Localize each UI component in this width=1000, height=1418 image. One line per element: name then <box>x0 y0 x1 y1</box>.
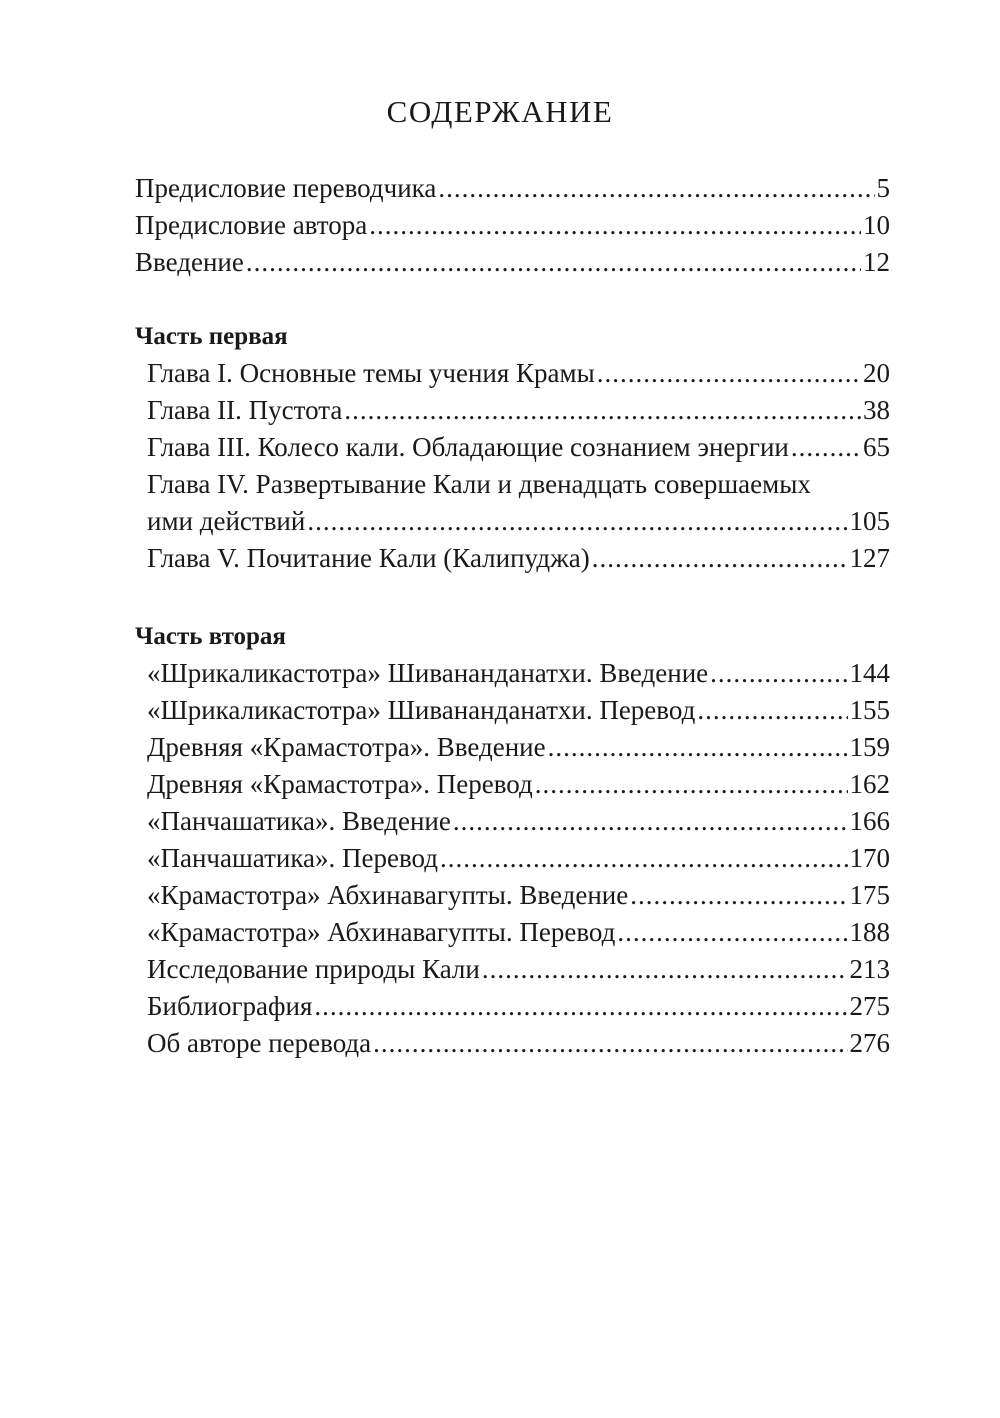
toc-entry[interactable] <box>135 429 890 466</box>
dot-leader <box>344 392 861 429</box>
toc-entry[interactable] <box>135 803 890 840</box>
toc-entry-label: Древняя «Крамастотра». Введение <box>147 732 546 762</box>
toc-entry-page: 10 <box>863 210 890 240</box>
toc-entry-page: 166 <box>849 806 890 836</box>
part-one-heading: Часть первая <box>135 323 288 350</box>
dot-leader <box>373 1025 847 1062</box>
front-matter-list <box>135 170 890 281</box>
toc-entry-page: 275 <box>849 991 890 1021</box>
part-one-section <box>135 318 890 577</box>
toc-entry-page: 38 <box>863 395 890 425</box>
dot-leader <box>438 170 874 207</box>
toc-entry-label: Предисловие автора <box>135 210 368 240</box>
toc-entry-page: 175 <box>849 880 890 910</box>
part-two-heading: Часть вторая <box>135 623 286 650</box>
dot-leader <box>697 692 847 729</box>
toc-entry-label: «Крамастотра» Абхинавагупты. Введение <box>147 880 629 910</box>
toc-entry[interactable] <box>135 840 890 877</box>
toc-entry-label: «Панчашатика». Перевод <box>147 843 439 873</box>
dot-leader <box>592 540 848 577</box>
toc-entry-wrapped-line2[interactable] <box>135 503 890 540</box>
toc-entry[interactable] <box>135 244 890 281</box>
toc-entry[interactable] <box>135 655 890 692</box>
dot-leader <box>630 877 847 914</box>
toc-entry[interactable] <box>135 914 890 951</box>
toc-entry-label: Введение <box>135 247 244 277</box>
toc-entry-label: Предисловие переводчика <box>135 173 437 203</box>
toc-entry-page: 20 <box>863 358 890 388</box>
toc-entry[interactable] <box>135 392 890 429</box>
part-two-section <box>135 618 890 1062</box>
toc-entry-page: 155 <box>849 695 890 725</box>
toc-entry-label: «Панчашатика». Введение <box>147 806 451 836</box>
toc-entry[interactable] <box>135 877 890 914</box>
dot-leader <box>597 355 861 392</box>
toc-entry-page: 144 <box>849 658 890 688</box>
toc-entry-page: 159 <box>849 732 890 762</box>
toc-entry[interactable] <box>135 207 890 244</box>
toc-entry-label: Глава I. Основные темы учения Крамы <box>147 358 595 388</box>
toc-entry-label: Об авторе перевода <box>147 1028 372 1058</box>
toc-entry-label: Глава IV. Развертывание Кали и двенадцать совершаемых <box>147 469 811 499</box>
dot-leader <box>307 503 847 540</box>
dot-leader <box>246 244 861 281</box>
toc-entry-label: ими действий <box>147 506 306 536</box>
toc-entry-label: Глава V. Почитание Кали (Калипуджа) <box>147 543 590 573</box>
dot-leader <box>791 429 861 466</box>
dot-leader <box>453 803 848 840</box>
toc-entry-page: 65 <box>863 432 890 462</box>
dot-leader <box>440 840 847 877</box>
toc-entry-page: 12 <box>863 247 890 277</box>
toc-entry[interactable] <box>135 692 890 729</box>
toc-entry[interactable] <box>135 988 890 1025</box>
toc-entry-page: 162 <box>849 769 890 799</box>
toc-entry-label: Глава II. Пустота <box>147 395 343 425</box>
toc-entry[interactable] <box>135 1025 890 1062</box>
toc-entry-label: «Шрикаликастотра» Шивананданатхи. Введение <box>147 658 709 688</box>
toc-entry-wrapped-line1[interactable] <box>135 466 890 503</box>
dot-leader <box>617 914 847 951</box>
toc-entry-label: «Шрикаликастотра» Шивананданатхи. Перевод <box>147 695 696 725</box>
dot-leader <box>548 729 848 766</box>
toc-entry[interactable] <box>135 766 890 803</box>
toc-entry[interactable] <box>135 729 890 766</box>
dot-leader <box>535 766 848 803</box>
dot-leader <box>369 207 861 244</box>
toc-entry[interactable] <box>135 951 890 988</box>
toc-entry[interactable] <box>135 170 890 207</box>
toc-entry-page: 188 <box>849 917 890 947</box>
dot-leader <box>710 655 847 692</box>
toc-entry-label: Библиография <box>147 991 313 1021</box>
toc-entry-page: 170 <box>849 843 890 873</box>
toc-entry[interactable] <box>135 355 890 392</box>
toc-entry-label: Древняя «Крамастотра». Перевод <box>147 769 533 799</box>
page-title: СОДЕРЖАНИЕ <box>386 94 614 129</box>
toc-entry-page: 5 <box>876 173 890 203</box>
toc-entry-page: 105 <box>849 506 890 536</box>
toc-entry-page: 213 <box>849 954 890 984</box>
toc-entry-label: Исследование природы Кали <box>147 954 480 984</box>
toc-entry-page: 127 <box>849 543 890 573</box>
dot-leader <box>314 988 847 1025</box>
toc-entry[interactable] <box>135 540 890 577</box>
toc-entry-label: Глава III. Колесо кали. Обладающие сознанием энергии <box>147 432 789 462</box>
dot-leader <box>482 951 848 988</box>
toc-entry-page: 276 <box>849 1028 890 1058</box>
toc-entry-label: «Крамастотра» Абхинавагупты. Перевод <box>147 917 616 947</box>
